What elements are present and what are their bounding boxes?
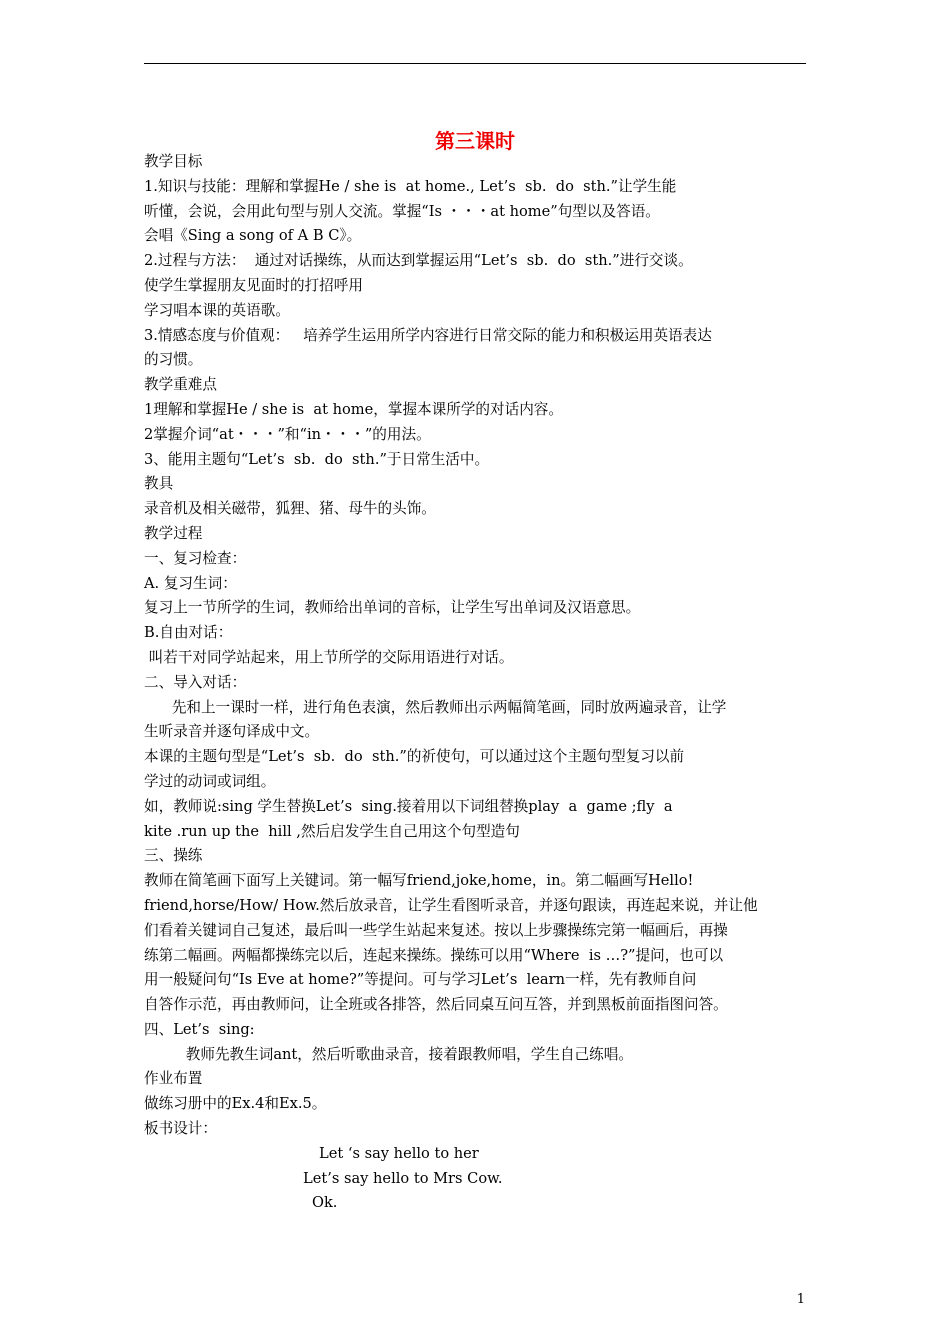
text-line: 学过的动词或词组。: [144, 772, 276, 790]
text-line: 使学生掌握朋友见面时的打招呼用: [144, 276, 363, 294]
text-line: 1理解和掌握He / she is at home，掌握本课所学的对话内容。: [144, 400, 563, 418]
text-line: 一、复习检查：: [144, 549, 247, 567]
text-line: 们看着关键词自己复述，最后叫一些学生站起来复述。按以上步骤操练完第一幅画后，再操: [144, 921, 728, 939]
text-line: 教学目标: [144, 153, 203, 170]
text-line: 3、能用主题句“Let’s sb. do sth.”于日常生活中。: [144, 450, 490, 468]
text-line: 会唱《Sing a song of A B C》。: [144, 227, 362, 245]
text-line: 二、导入对话：: [144, 673, 247, 691]
text-line: 先和上一课时一样，进行角色表演，然后教师出示两幅简笔画，同时放两遍录音，让学: [144, 698, 727, 716]
text-line: 教具: [144, 475, 174, 493]
text-line: 学习唱本课的英语歌。: [144, 301, 290, 319]
text-line: 练第二幅画。两幅都操练完以后，连起来操练。操练可以用“Where is …?”提问，也可以: [144, 946, 724, 964]
text-line: 如，教师说:sing 学生替换Let’s sing.接着用以下词组替换play a game ;fly a: [144, 797, 673, 815]
text-line: 做练习册中的Ex.4和Ex.5。: [144, 1095, 327, 1113]
text-line: 生听录音并逐句译成中文。: [144, 723, 320, 741]
text-line: 四、Let’s sing:: [144, 1020, 255, 1038]
text-line: 教学过程: [144, 524, 203, 542]
board-line: Let ‘s say hello to her: [319, 1144, 479, 1162]
text-line: 叫若干对同学站起来，用上节所学的交际用语进行对话。: [144, 648, 514, 666]
text-line: 复习上一节所学的生词，教师给出单词的音标，让学生写出单词及汉语意思。: [144, 599, 641, 617]
text-line: 自答作示范，再由教师问，让全班或各排答，然后同桌互问互答，并到黑板前面指图问答。: [144, 996, 728, 1014]
text-line: 2.过程与方法： 通过对话操练，从而达到掌握运用“Let’s sb. do sth.”进行交谈。: [144, 252, 693, 270]
text-line: 1.知识与技能：理解和掌握He / she is at home., Let’s sb. do sth.”让学生能: [144, 177, 677, 195]
text-line: 录音机及相关磁带，狐狸、猪、母牛的头饰。: [144, 500, 436, 518]
text-line: B.自由对话：: [144, 624, 233, 642]
page-title: 第三课时: [435, 129, 515, 153]
text-line: 板书设计：: [144, 1120, 217, 1138]
text-line: 听懂，会说，会用此句型与别人交流。掌握“Is ・・・at home”句型以及答语。: [144, 202, 660, 220]
text-line: 教师先教生词ant，然后听歌曲录音，接着跟教师唱，学生自己练唱。: [144, 1045, 633, 1063]
text-line: 2掌握介词“at・・・”和“in・・・”的用法。: [144, 425, 431, 443]
text-line: friend,horse/How/ How.然后放录音，让学生看图听录音，并逐句跟读，再连起来说，并让他: [144, 896, 758, 914]
text-line: 3.情感态度与价值观： 培养学生运用所学内容进行日常交际的能力和积极运用英语表达: [144, 326, 712, 344]
text-line: 教师在简笔画下面写上关键词。第一幅写friend,joke,home，in。第二幅画写Hello!: [144, 872, 694, 890]
board-line: Ok.: [312, 1194, 338, 1212]
text-line: 的习惯。: [144, 351, 203, 369]
text-line: 教学重难点: [144, 376, 217, 394]
header-rule: [144, 63, 806, 64]
board-line: Let’s say hello to Mrs Cow.: [303, 1169, 503, 1187]
text-line: 用一般疑问句“Is Eve at home?”等提问。可与学习Let’s learn一样，先有教师自问: [144, 971, 697, 989]
text-line: 本课的主题句型是“Let’s sb. do sth.”的祈使句，可以通过这个主题句型复习以前: [144, 748, 685, 766]
text-line: A. 复习生词：: [144, 574, 237, 592]
text-line: 三、操练: [144, 847, 203, 865]
lesson-body: [144, 150, 808, 1216]
page-number: 1: [796, 1292, 805, 1307]
text-line: kite .run up the hill ,然后启发学生自己用这个句型造句: [144, 822, 520, 840]
text-line: 作业布置: [144, 1070, 203, 1088]
